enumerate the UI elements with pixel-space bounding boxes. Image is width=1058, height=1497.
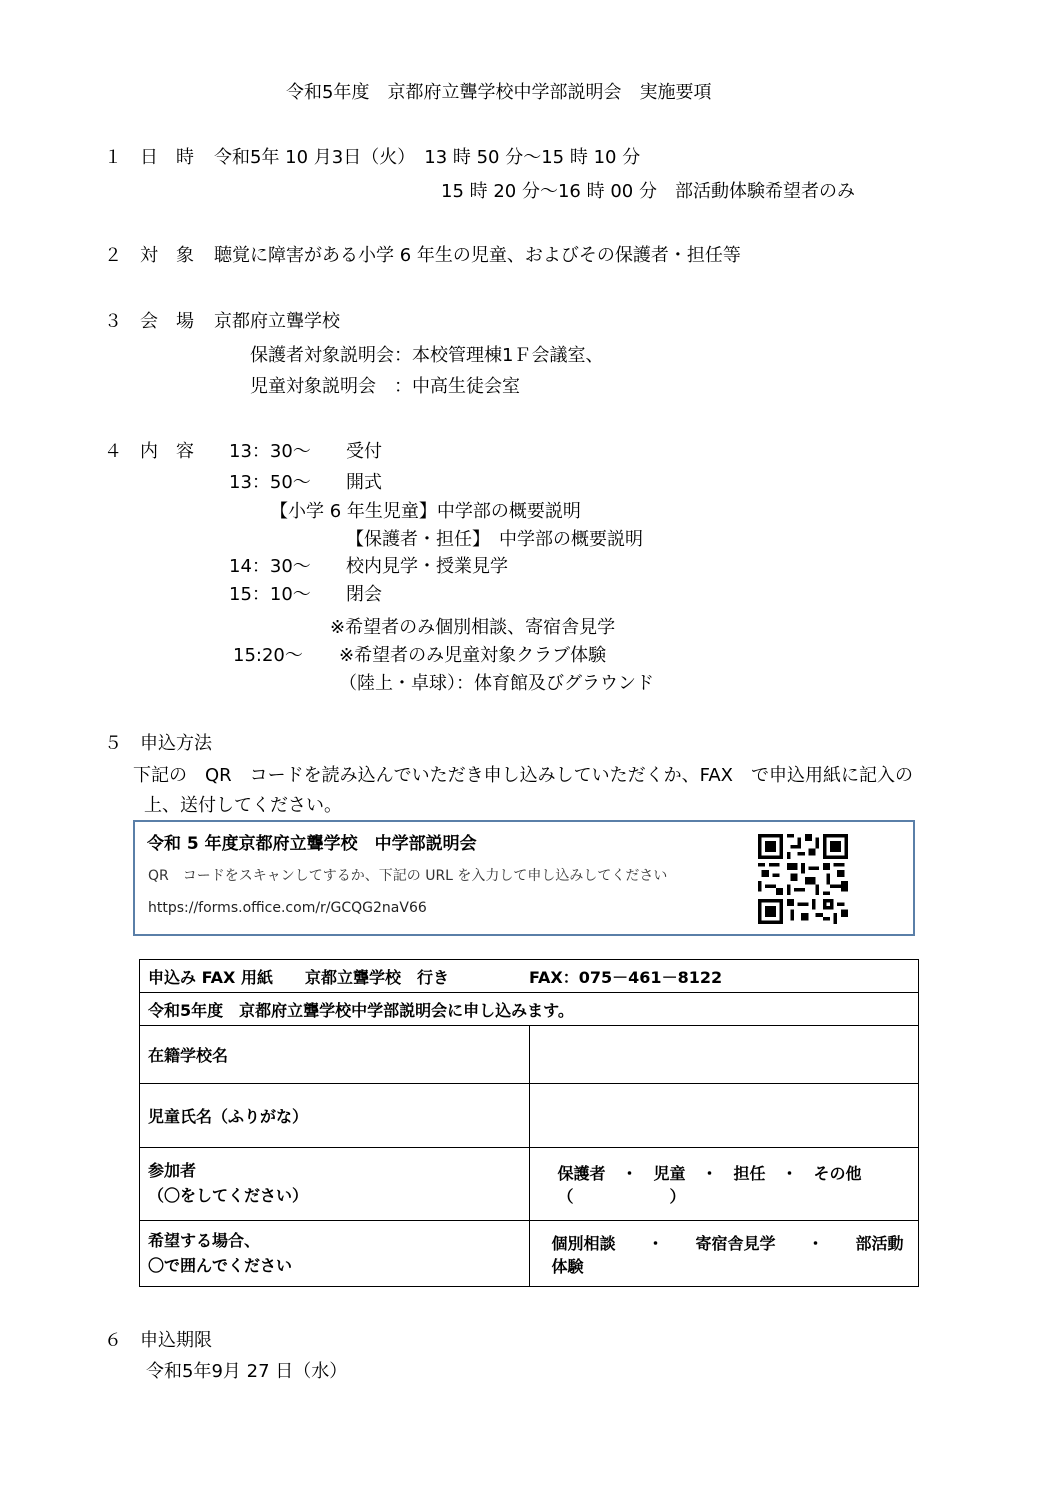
qr-code-icon[interactable] [758, 834, 848, 924]
child-name-field[interactable] [529, 1084, 919, 1148]
participant-label-line1: 参加者 [148, 1161, 197, 1181]
child-name-label: 児童氏名（ふりがな） [140, 1084, 530, 1148]
participant-options[interactable]: 保護者 ・ 児童 ・ 担任 ・ その他（ ） [529, 1148, 919, 1221]
schedule-time: 15:20～ [233, 645, 303, 666]
wish-label-line1: 希望する場合、 [148, 1230, 261, 1250]
section-1-label: １ 日 時 [104, 147, 194, 168]
schedule-item: 【保護者・担任】 中学部の概要説明 [346, 529, 643, 550]
schedule-time: 13：30～ [229, 441, 311, 462]
schedule-item: 校内見学・授業見学 [346, 556, 508, 577]
section-5-instructions-cont: 上、送付してください。 [144, 795, 342, 816]
schedule-time: 15：10～ [229, 584, 311, 605]
schedule-item: ※希望者のみ個別相談、寄宿舎見学 [330, 617, 616, 638]
school-name-label: 在籍学校名 [140, 1026, 530, 1084]
schedule-time: 14：30～ [229, 556, 311, 577]
section-2-label: ２ 対 象 [104, 245, 194, 266]
wish-label-line2: 〇で囲んでください [148, 1255, 293, 1275]
section-6-deadline: 令和5年9月 27 日（水） [146, 1361, 348, 1382]
school-name-field[interactable] [529, 1026, 919, 1084]
fax-header: 申込み FAX 用紙 京都立聾学校 行き FAX：075－461－8122 [140, 960, 919, 993]
section-2-target: 聴覚に障害がある小学 6 年生の児童、およびその保護者・担任等 [214, 245, 741, 266]
schedule-item: 【小学 6 年生児童】中学部の概要説明 [270, 501, 581, 522]
section-1-club-time: 15 時 20 分～16 時 00 分 部活動体験希望者のみ [441, 181, 855, 202]
page-title: 令和5年度 京都府立聾学校中学部説明会 実施要項 [286, 82, 712, 103]
qr-box-title: 令和 5 年度京都府立聾学校 中学部説明会 [147, 834, 477, 854]
qr-form-box [133, 820, 915, 936]
section-5-instructions: 下記の QR コードを読み込んでいただき申し込みしていただくか、FAX で申込用紙に記入の [133, 765, 914, 786]
qr-box-instructions: QR コードをスキャンしてするか、下記の URL を入力して申し込みしてください [148, 868, 668, 884]
participant-label-line2: （〇をしてください） [148, 1186, 309, 1205]
wish-label [140, 1221, 530, 1287]
schedule-item: ※希望者のみ児童対象クラブ体験 [339, 645, 607, 666]
participant-label [140, 1148, 530, 1221]
fax-application-form [139, 959, 919, 1287]
section-4-label: ４ 内 容 [104, 441, 194, 462]
schedule-item: 開式 [346, 472, 382, 493]
section-3-label: ３ 会 場 [104, 311, 194, 332]
fax-intro: 令和5年度 京都府立聾学校中学部説明会に申し込みます。 [140, 993, 919, 1026]
schedule-item: 閉会 [346, 584, 382, 605]
section-3-child-room: 児童対象説明会 ：中高生徒会室 [250, 376, 520, 397]
section-6-label: ６ 申込期限 [104, 1330, 212, 1351]
section-1-datetime: 令和5年 10 月3日（火） 13 時 50 分～15 時 10 分 [214, 147, 641, 168]
schedule-time: 13：50～ [229, 472, 311, 493]
section-3-parent-room: 保護者対象説明会：本校管理棟1Ｆ会議室、 [250, 345, 604, 366]
section-5-label: ５ 申込方法 [104, 733, 212, 754]
wish-options[interactable]: 個別相談 ・ 寄宿舎見学 ・ 部活動体験 [529, 1221, 919, 1287]
schedule-item: 受付 [346, 441, 382, 462]
section-3-venue: 京都府立聾学校 [214, 311, 340, 332]
form-url-link[interactable]: https://forms.office.com/r/GCQG2naV66 [148, 900, 427, 916]
schedule-item: （陸上・卓球）：体育館及びグラウンド [339, 673, 654, 694]
